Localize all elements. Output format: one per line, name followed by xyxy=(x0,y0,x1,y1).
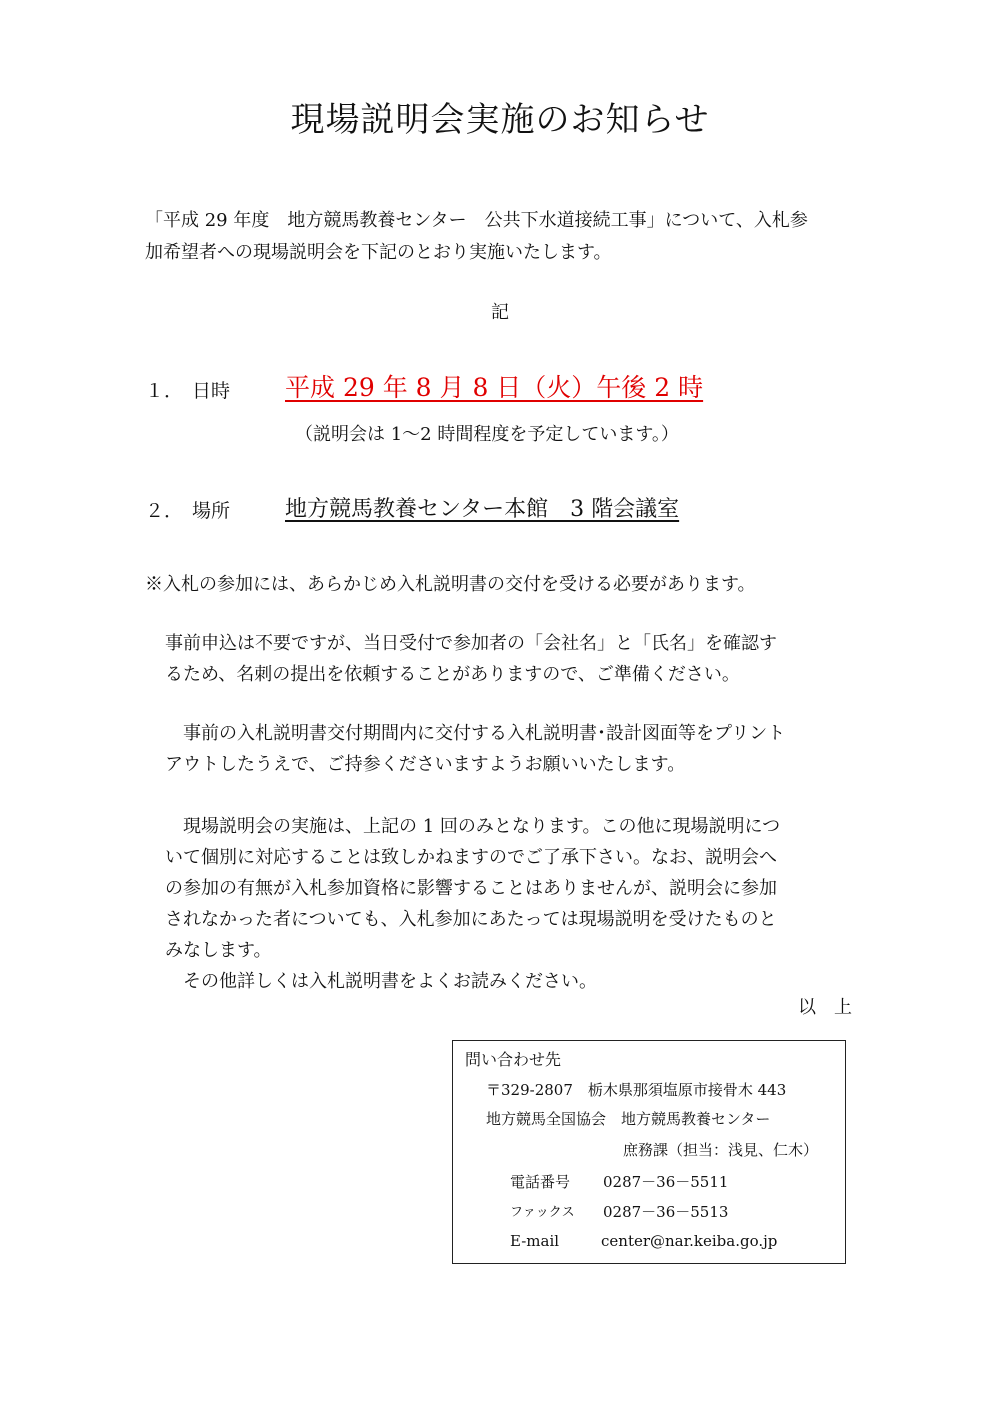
ki-heading: 記 xyxy=(491,302,509,323)
paragraph-line: 現場説明会の実施は、上記の 1 回のみとなります。この他に現場説明につ xyxy=(183,816,781,837)
paragraph-line: るため、名刺の提出を依頼することがありますので、ご準備ください。 xyxy=(165,664,740,685)
email-label: E-mail xyxy=(510,1232,560,1250)
contact-address: 〒329-2807 栃木県那須塩原市接骨木 443 xyxy=(486,1081,787,1099)
item1-label: 日時 xyxy=(192,380,231,402)
paragraph-line: の参加の有無が入札参加資格に影響することはありませんが、説明会に参加 xyxy=(165,878,777,899)
item1-number: １． xyxy=(145,380,184,402)
email-link[interactable]: center@nar.keiba.go.jp xyxy=(601,1232,778,1250)
paragraph-line: その他詳しくは入札説明書をよくお読みください。 xyxy=(183,971,597,992)
paragraph-session-info xyxy=(165,811,865,997)
date-value: 平成 29 年 8 月 8 日（火）午後 2 時 xyxy=(285,373,704,402)
contact-box xyxy=(452,1040,846,1264)
contact-heading: 問い合わせ先 xyxy=(465,1050,562,1069)
paragraph-line: されなかった者についても、入札参加にあたっては現場説明を受けたものと xyxy=(165,909,777,930)
intro-line: 「平成 29 年度 地方競馬教養センター 公共下水道接続工事」について、入札参 xyxy=(145,210,808,231)
phone-label: 電話番号 xyxy=(510,1173,571,1191)
contact-department: 庶務課（担当：浅見、仁木） xyxy=(623,1141,819,1159)
date-note: （説明会は 1～2 時間程度を予定しています。） xyxy=(295,424,679,445)
paragraph-registration xyxy=(165,628,865,690)
paragraph-line: みなします。 xyxy=(165,940,272,961)
fax-label: ファックス xyxy=(510,1205,575,1220)
item2-number: ２． xyxy=(145,500,184,522)
item2-label: 場所 xyxy=(192,500,231,522)
intro-paragraph xyxy=(145,205,865,269)
place-value: 地方競馬教養センター本館 3 階会議室 xyxy=(285,497,680,522)
notice-text: ※入札の参加には、あらかじめ入札説明書の交付を受ける必要があります。 xyxy=(145,574,756,595)
fax-number: 0287－36－5513 xyxy=(603,1203,729,1221)
paragraph-line: 事前申込は不要ですが、当日受付で参加者の「会社名」と「氏名」を確認す xyxy=(165,633,777,654)
paragraph-documents xyxy=(165,718,865,780)
contact-organization: 地方競馬全国協会 地方競馬教養センター xyxy=(486,1110,771,1128)
closing-text: 以 上 xyxy=(798,997,852,1018)
intro-line: 加希望者への現場説明会を下記のとおり実施いたします。 xyxy=(145,242,612,263)
page-title: 現場説明会実施のお知らせ xyxy=(290,100,710,140)
paragraph-line: いて個別に対応することは致しかねますのでご了承下さい。なお、説明会へ xyxy=(165,847,777,868)
phone-number: 0287－36－5511 xyxy=(603,1173,729,1191)
paragraph-line: アウトしたうえで、ご持参くださいますようお願いいたします。 xyxy=(165,754,686,775)
paragraph-line: 事前の入札説明書交付期間内に交付する入札説明書･設計図面等をプリント xyxy=(183,723,786,744)
